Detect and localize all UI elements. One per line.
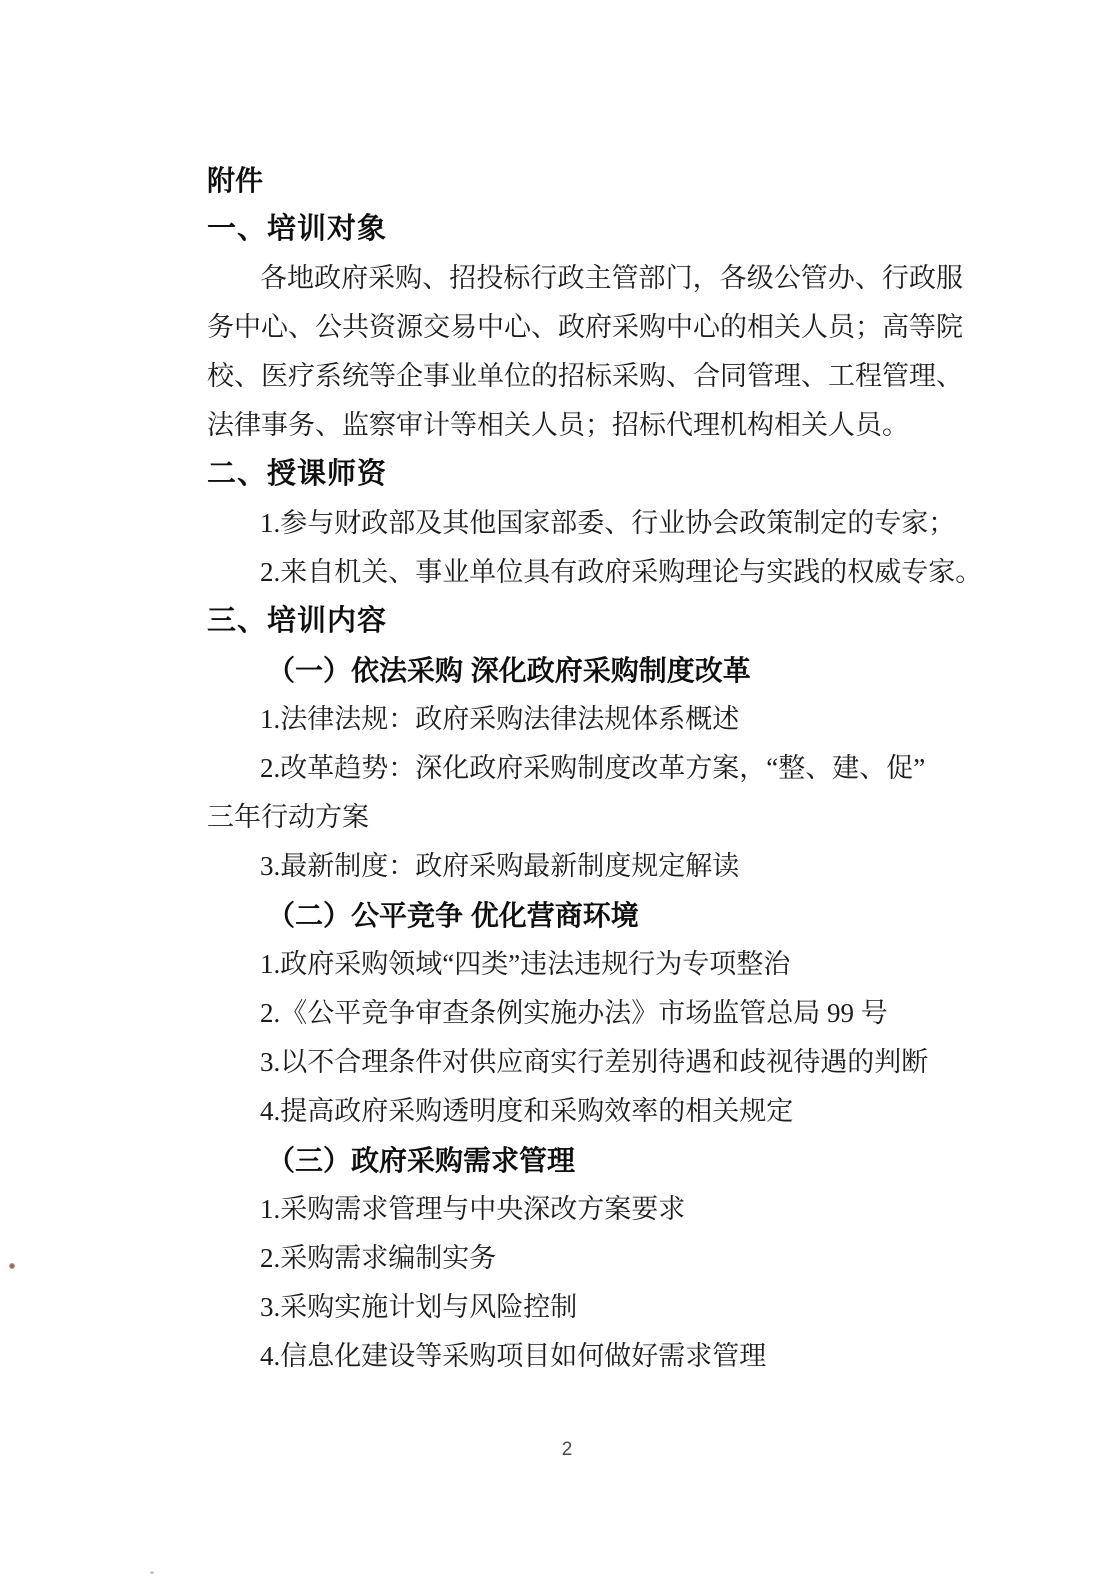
paragraph-line: 法律事务、监察审计等相关人员；招标代理机构相关人员。: [207, 410, 909, 440]
content-item: 2.改革趋势：深化政府采购制度改革方案，“整、建、促”: [260, 753, 926, 783]
content-item: 4.信息化建设等采购项目如何做好需求管理: [260, 1341, 767, 1371]
content-item: 3.最新制度：政府采购最新制度规定解读: [260, 851, 740, 881]
content-item: 3.采购实施计划与风险控制: [260, 1292, 578, 1322]
red-ink-speck: [9, 1263, 15, 1269]
content-item: 2.《公平竞争审查条例实施办法》市场监管总局 99 号: [260, 998, 888, 1028]
section-heading-faculty: 二、授课师资: [207, 458, 388, 490]
section-heading-content: 三、培训内容: [207, 605, 388, 637]
content-item: 3.以不合理条件对供应商实行差别待遇和歧视待遇的判断: [260, 1047, 929, 1077]
subsection-heading-fair-competition: （二）公平竞争 优化营商环境: [267, 900, 639, 931]
faculty-item: 1.参与财政部及其他国家部委、行业协会政策制定的专家；: [260, 508, 956, 538]
paragraph-line: 各地政府采购、招投标行政主管部门，各级公管办、行政服: [260, 263, 963, 293]
faculty-item: 2.来自机关、事业单位具有政府采购理论与实践的权威专家。: [260, 557, 983, 587]
content-item: 1.采购需求管理与中央深改方案要求: [260, 1194, 686, 1224]
content-column: [207, 156, 983, 1381]
subsection-heading-demand-management: （三）政府采购需求管理: [267, 1145, 576, 1176]
paragraph-line: 务中心、公共资源交易中心、政府采购中心的相关人员；高等院: [207, 312, 963, 342]
paragraph-line: 校、医疗系统等企事业单位的招标采购、合同管理、工程管理、: [207, 361, 963, 391]
content-item: 1.政府采购领域“四类”违法违规行为专项整治: [260, 949, 791, 979]
page-number: 2: [561, 1439, 573, 1460]
section-heading-training-targets: 一、培训对象: [207, 213, 388, 245]
subsection-heading-lawful-procurement: （一）依法采购 深化政府采购制度改革: [267, 655, 751, 686]
content-item: 1.法律法规：政府采购法律法规体系概述: [260, 704, 740, 734]
content-item: 4.提高政府采购透明度和采购效率的相关规定: [260, 1096, 794, 1126]
content-item: 2.采购需求编制实务: [260, 1243, 497, 1273]
attachment-label: 附件: [207, 165, 264, 196]
content-item-wrap-line: 三年行动方案: [207, 802, 369, 832]
scan-speck: [150, 1571, 154, 1574]
